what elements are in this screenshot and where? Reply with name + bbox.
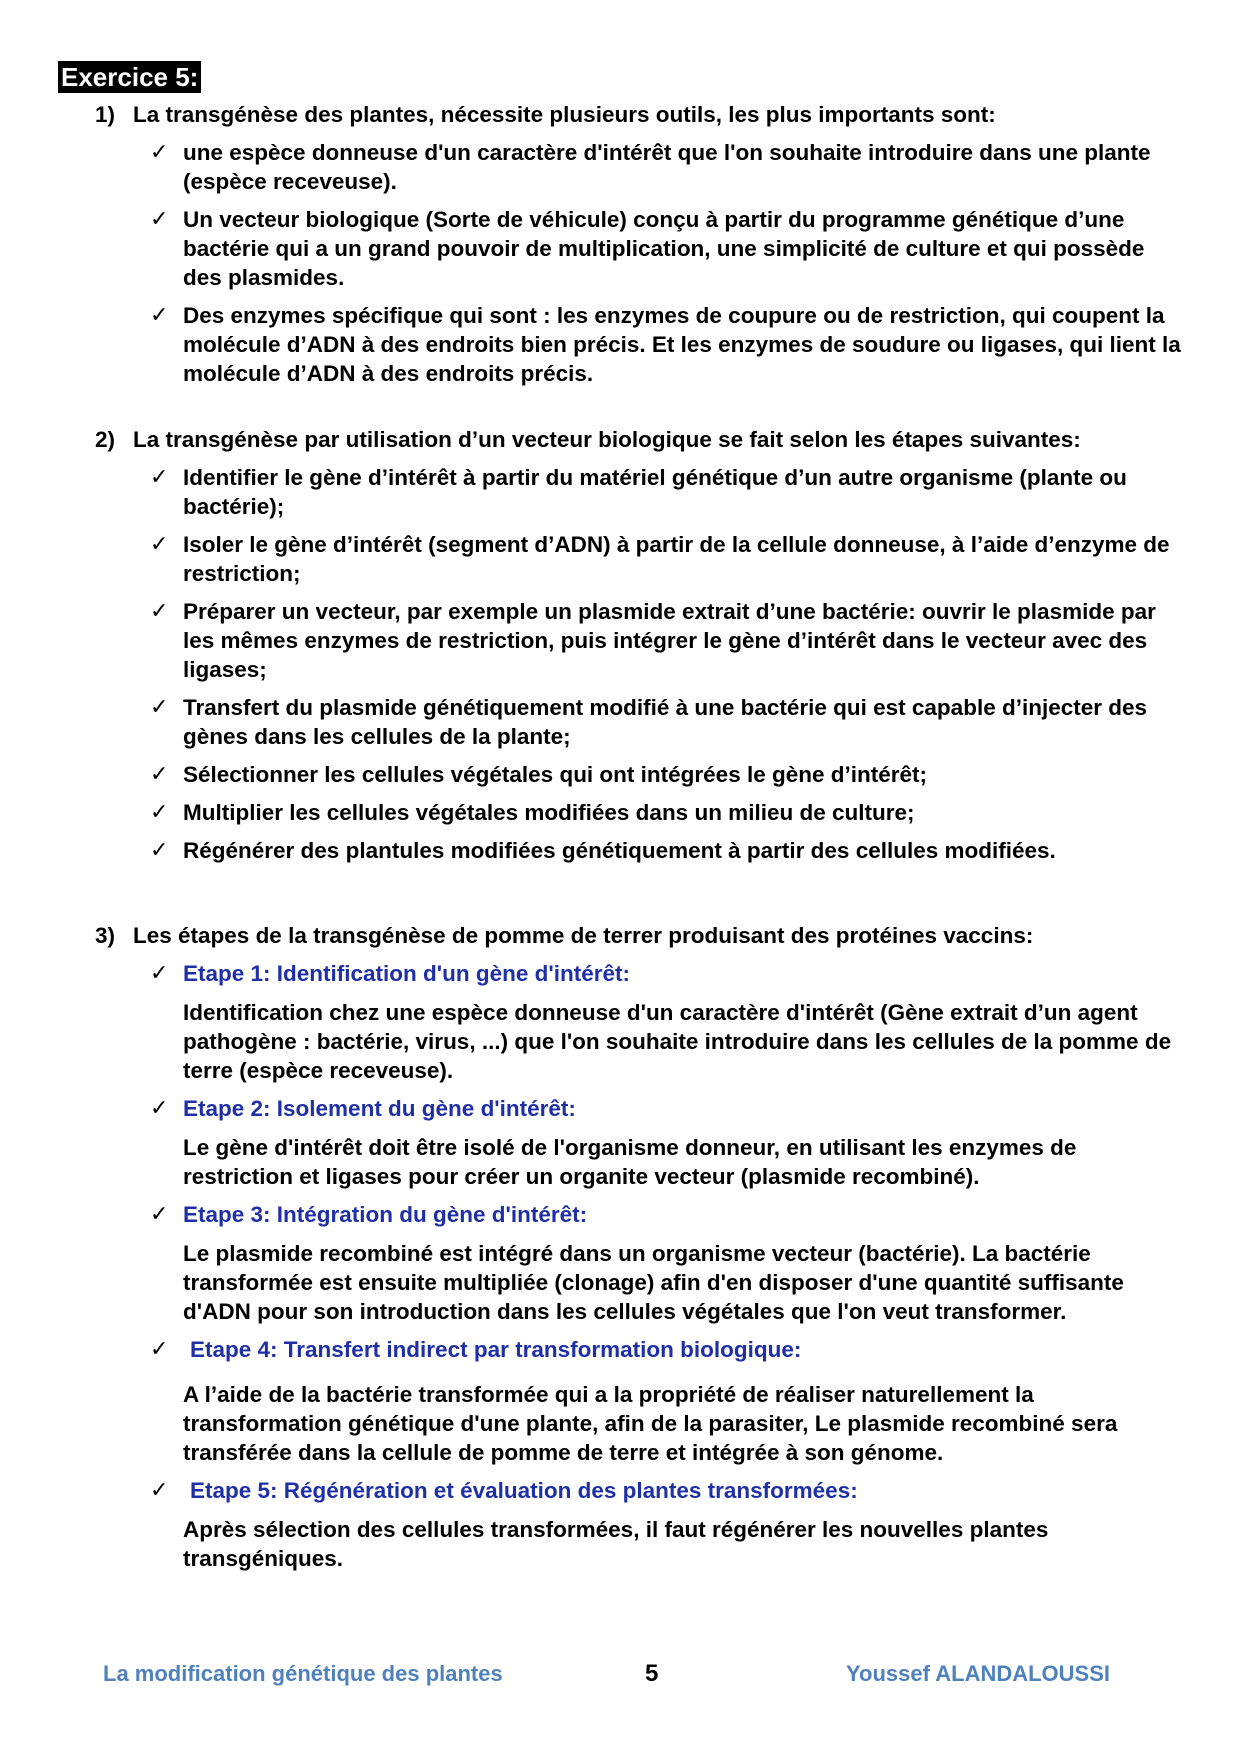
etape-body: A l’aide de la bactérie transformée qui a la propriété de réaliser naturellement la transformation génétique d'une plante, afin de la parasiter, Le plasmide recombiné sera transférée dans la cellule de pomme de terre et intégrée à son génome. [183,1382,1118,1465]
etape-item [95,959,1185,1085]
question-3 [95,921,1185,1573]
list-item [95,138,1185,196]
etape-body: Le gène d'intérêt doit être isolé de l'organisme donneur, en utilisant les enzymes de restriction et ligases pour créer un organite vecteur (plasmide recombiné). [183,1135,1077,1189]
list-item-text: Isoler le gène d’intérêt (segment d’ADN) à partir de la cellule donneuse, à l’aide d’enzyme de restriction; [183,532,1170,586]
list-item [95,530,1185,588]
etape-title: Etape 1: Identification d'un gène d'intérêt: [183,961,630,986]
list-item [95,760,1185,789]
exercise-title: Exercice 5: [58,61,201,93]
footer-author: Youssef ALANDALOUSSI [846,1661,1111,1686]
check-icon: ✓ [150,140,169,165]
etapes-list [95,959,1185,1573]
list-item-text: Préparer un vecteur, par exemple un plasmide extrait d’une bactérie: ouvrir le plasmide par les mêmes enzymes de restriction, puis intégrer le gène d’intérêt dans le vecteur avec des ligases; [183,599,1156,682]
etape-title: Etape 3: Intégration du gène d'intérêt: [183,1202,588,1227]
etape-item [95,1094,1185,1191]
question-1 [95,100,1185,388]
etape-item [95,1200,1185,1326]
list-item [95,693,1185,751]
list-item-text: Des enzymes spécifique qui sont : les enzymes de coupure ou de restriction, qui coupent la molécule d’ADN à des endroits bien précis. Et les enzymes de soudure ou ligases, qui lient la molécule d’ADN à des endroits précis. [183,303,1181,386]
check-icon: ✓ [150,838,169,863]
check-icon: ✓ [150,961,169,986]
question-text: La transgénèse des plantes, nécessite plusieurs outils, les plus importants sont: [133,102,996,127]
etape-title: Etape 5: Régénération et évaluation des plantes transformées: [190,1478,858,1503]
check-icon: ✓ [150,465,169,490]
question-number: 2) [95,427,116,452]
check-icon: ✓ [150,762,169,787]
check-icon: ✓ [150,1202,169,1227]
etape-title: Etape 2: Isolement du gène d'intérêt: [183,1096,576,1121]
list-item-text: Transfert du plasmide génétiquement modifié à une bactérie qui est capable d’injecter des gènes dans les cellules de la plante; [183,695,1148,749]
list-item-text: Un vecteur biologique (Sorte de véhicule) conçu à partir du programme génétique d’une bactérie qui a un grand pouvoir de multiplication, une simplicité de culture et qui possède des plasmides. [183,207,1145,290]
list-item [95,798,1185,827]
question-2-heading [95,425,1185,454]
page-number: 5 [645,1660,659,1687]
check-icon: ✓ [150,532,169,557]
list-item [95,597,1185,684]
tools-list [95,138,1185,388]
question-number: 3) [95,923,116,948]
list-item-text: Multiplier les cellules végétales modifiées dans un milieu de culture; [183,800,915,825]
etape-item [95,1335,1185,1467]
list-item [95,463,1185,521]
list-item [95,301,1185,388]
etape-body: Après sélection des cellules transformées, il faut régénérer les nouvelles plantes transgéniques. [183,1517,1049,1571]
list-item [95,836,1185,865]
check-icon: ✓ [150,1096,169,1121]
etape-body: Le plasmide recombiné est intégré dans un organisme vecteur (bactérie). La bactérie transformée est ensuite multipliée (clonage) afin d'en disposer d'une quantité suffisante d'ADN pour son introduction dans les cellules végétales que l'on veut transformer. [183,1241,1124,1324]
list-item-text: Identifier le gène d’intérêt à partir du matériel génétique d’un autre organisme (plante ou bactérie); [183,465,1127,519]
footer-course-title: La modification génétique des plantes [103,1661,503,1686]
check-icon: ✓ [150,1478,169,1503]
question-number: 1) [95,102,116,127]
list-item-text: une espèce donneuse d'un caractère d'intérêt que l'on souhaite introduire dans une plante (espèce receveuse). [183,140,1151,194]
check-icon: ✓ [150,207,169,232]
check-icon: ✓ [150,695,169,720]
question-text: La transgénèse par utilisation d’un vecteur biologique se fait selon les étapes suivantes: [133,427,1081,452]
etape-body: Identification chez une espèce donneuse d'un caractère d'intérêt (Gène extrait d’un agent pathogène : bactérie, virus, ...) que l'on souhaite introduire dans les cellules de la pomme de terre (espèce receveuse). [183,1000,1172,1083]
question-2 [95,425,1185,865]
check-icon: ✓ [150,800,169,825]
list-item-text: Sélectionner les cellules végétales qui ont intégrées le gène d’intérêt; [183,762,927,787]
list-item [95,205,1185,292]
etape-item [95,1476,1185,1573]
question-text: Les étapes de la transgénèse de pomme de terrer produisant des protéines vaccins: [133,923,1034,948]
etape-title: Etape 4: Transfert indirect par transformation biologique: [190,1337,802,1362]
steps-list [95,463,1185,865]
check-icon: ✓ [150,599,169,624]
question-3-heading [95,921,1185,950]
check-icon: ✓ [150,303,169,328]
question-1-heading [95,100,1185,129]
list-item-text: Régénérer des plantules modifiées génétiquement à partir des cellules modifiées. [183,838,1056,863]
check-icon: ✓ [150,1337,169,1362]
